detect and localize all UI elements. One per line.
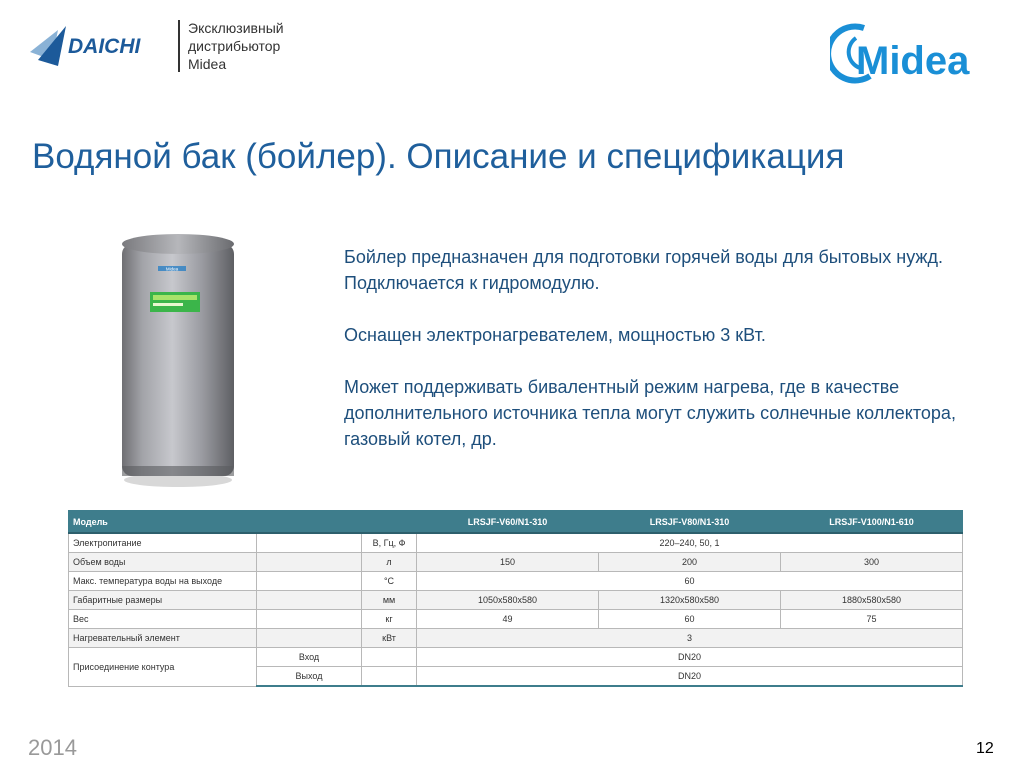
param-cell: Макс. температура воды на выходе (69, 572, 257, 591)
blank-cell (257, 533, 362, 553)
page-number: 12 (976, 740, 994, 757)
distributor-line: Эксклюзивный (188, 20, 284, 36)
value-cell: 60 (599, 610, 781, 629)
svg-text:DAICHI: DAICHI (68, 35, 141, 58)
param-cell: Электропитание (69, 533, 257, 553)
description (344, 244, 984, 478)
description-paragraph: Может поддерживать бивалентный режим нагрева, где в качестве дополнительного источника тепла могут служить солнечные коллектора, газовый котел, др. (344, 377, 956, 449)
table-row (69, 648, 963, 667)
blank-cell (257, 610, 362, 629)
table-row (69, 629, 963, 648)
blank-cell (257, 572, 362, 591)
midea-logo (830, 18, 1002, 88)
value-cell: DN20 (417, 648, 963, 667)
table-row (69, 572, 963, 591)
param-cell: Габаритные размеры (69, 591, 257, 610)
param-cell: Нагревательный элемент (69, 629, 257, 648)
param-cell: Вес (69, 610, 257, 629)
unit-cell: °С (362, 572, 417, 591)
svg-text:Midea: Midea (165, 266, 179, 272)
table-row (69, 591, 963, 610)
sub-param-cell: Выход (257, 667, 362, 687)
table-header-row (69, 511, 963, 534)
svg-text:Midea: Midea (856, 39, 970, 83)
value-cell: 1880x580x580 (781, 591, 963, 610)
sub-param-cell: Вход (257, 648, 362, 667)
value-cell: DN20 (417, 667, 963, 687)
unit-cell: В, Гц, Ф (362, 533, 417, 553)
param-cell: Присоединение контура (69, 648, 257, 687)
table-row (69, 610, 963, 629)
distributor-caption (188, 19, 284, 73)
blank-cell (257, 553, 362, 572)
value-cell: 75 (781, 610, 963, 629)
unit-cell: л (362, 553, 417, 572)
param-cell: Объем воды (69, 553, 257, 572)
value-cell: 1050x580x580 (417, 591, 599, 610)
value-cell: 1320x580x580 (599, 591, 781, 610)
logo-divider (178, 20, 180, 72)
unit-cell (362, 667, 417, 687)
value-cell: 220–240, 50, 1 (417, 533, 963, 553)
unit-cell: кг (362, 610, 417, 629)
table-row (69, 553, 963, 572)
boiler-image (118, 230, 238, 490)
page-title: Водяной бак (бойлер). Описание и спецификация (32, 137, 845, 176)
description-paragraph: Оснащен электронагревателем, мощностью 3 кВт. (344, 325, 766, 345)
blank-cell (257, 629, 362, 648)
unit-cell (362, 648, 417, 667)
footer-year: 2014 (28, 735, 77, 760)
value-cell: 49 (417, 610, 599, 629)
value-cell: 300 (781, 553, 963, 572)
table-row (69, 533, 963, 553)
unit-cell: кВт (362, 629, 417, 648)
unit-cell: мм (362, 591, 417, 610)
header-cell-model-3: LRSJF-V100/N1-610 (781, 511, 963, 534)
value-cell: 200 (599, 553, 781, 572)
header-cell-model-2: LRSJF-V80/N1-310 (599, 511, 781, 534)
header-cell-model: Модель (69, 511, 417, 534)
value-cell: 60 (417, 572, 963, 591)
description-paragraph: Бойлер предназначен для подготовки горячей воды для бытовых нужд. Подключается к гидромодулю. (344, 247, 943, 293)
spec-table (68, 510, 963, 687)
value-cell: 3 (417, 629, 963, 648)
distributor-line: дистрибьютор (188, 38, 281, 54)
value-cell: 150 (417, 553, 599, 572)
header-cell-model-1: LRSJF-V60/N1-310 (417, 511, 599, 534)
daichi-logo (28, 20, 176, 70)
distributor-line: Midea (188, 56, 227, 72)
blank-cell (257, 591, 362, 610)
